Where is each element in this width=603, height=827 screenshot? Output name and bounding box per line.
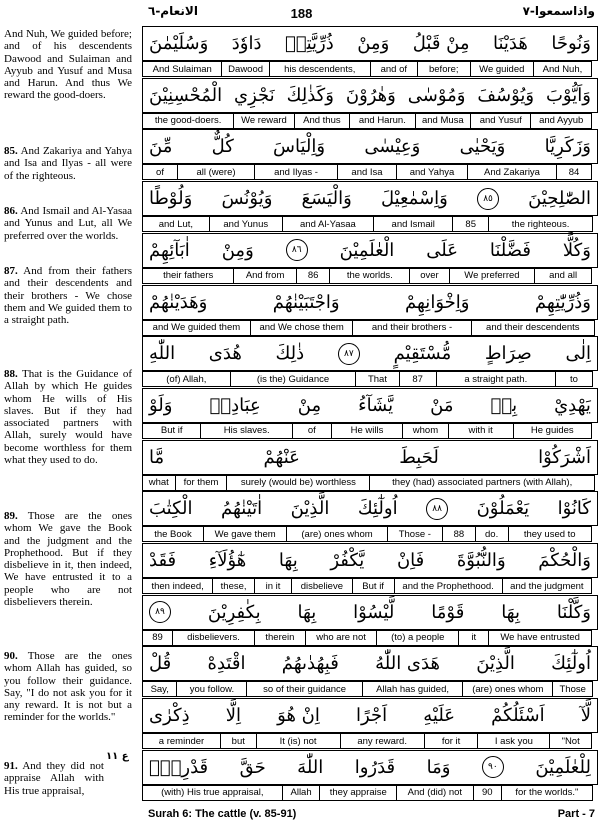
arabic-word: يَهْدِيْ [554,394,591,416]
english-gloss-line [142,61,598,77]
arabic-word: وَذُرِّيّٰتِهِمْ [534,291,591,313]
gloss-verse-number: 84 [556,164,592,180]
arabic-line [142,388,598,423]
gloss-cell: His slaves. [200,423,293,439]
gloss-cell: disbelievers. [172,630,255,646]
english-gloss-line [142,268,598,284]
ayah-number-mark: ٩٠ [482,756,504,778]
arabic-word: ذِكْرٰى [149,705,190,727]
arabic-word: فَقَدْ [149,550,177,571]
arabic-word: الْكِتٰبَ [149,498,193,520]
english-gloss-line [142,681,598,697]
arabic-word: الصّٰلِحِيْنَ [528,188,591,210]
gloss-cell: He wills [331,423,404,439]
gloss-cell: the good-doers. [142,113,234,129]
gloss-cell: it [458,630,489,646]
arabic-line [142,543,598,578]
gloss-cell: We have entrusted [488,630,592,646]
arabic-word: وَمَا [426,756,451,778]
arabic-line [142,336,598,371]
arabic-word: اُولٰٓئِكَ [551,653,591,675]
gloss-cell: But if [142,423,201,439]
gloss-cell: to [555,371,593,387]
gloss-cell: do. [475,526,509,542]
english-gloss-line [142,113,598,129]
arabic-word: مَّا [149,446,165,468]
gloss-cell: And (did) not [396,785,474,801]
translation-verse-88: 88. That is the Guidance of Allah by which He guides whom He wills of His slaves. But if they had associated partners with Allah, surely would have become worthless for them what they used to do. [4,368,132,467]
arabic-line [142,233,598,268]
arabic-word: يَّكْفُرْ [330,550,365,571]
arabic-word: اِلَّا [225,705,242,727]
ayah-number-mark: ٨٩ [149,601,171,623]
arabic-line [142,78,598,113]
arabic-line [142,26,598,61]
translation-verse-91: 91. And they did not appraise Allah with His true appraisal, [4,760,104,797]
arabic-word: بِكٰفِرِيْنَ [207,601,261,623]
arabic-word: وَيُوْنُسَ [221,188,273,210]
arabic-word: وَالْيَسَعَ [301,188,352,210]
arabic-word: لَّيْسُوْا [353,601,395,623]
arabic-line [142,440,598,475]
arabic-word: اقْتَدِهْ [207,653,246,675]
gloss-cell: whom [402,423,448,439]
gloss-cell: And Nuh, [533,61,592,77]
arabic-line [142,129,598,164]
gloss-cell: Those - [387,526,443,542]
juz-name-right: واذاسمعوا-٧ [522,4,595,18]
gloss-cell: "Not [549,733,592,749]
arabic-word: وَهٰرُوْنَ [345,84,396,106]
ayah-number-mark: ٨٦ [286,239,308,261]
gloss-cell: a straight path. [436,371,556,387]
gloss-cell: and We chose them [250,320,354,336]
gloss-cell: and of [370,61,418,77]
arabic-word: اللّٰهَ [297,756,324,778]
arabic-line [142,181,598,216]
gloss-verse-number: 85 [452,216,489,232]
gloss-cell: disbelieve [291,578,353,594]
english-gloss-line [142,785,598,801]
gloss-cell: We gave them [203,526,287,542]
english-gloss-line [142,733,598,749]
arabic-word: وَاجْتَبَيْنٰهُمْ [272,291,340,313]
arabic-word: لِلْعٰلَمِيْنَ [535,756,591,778]
english-gloss-line [142,526,598,542]
gloss-cell: and Yahya [396,164,468,180]
arabic-word: نَجْزِي [234,84,275,106]
arabic-word: اللّٰهِ [149,343,176,365]
footer-part: Part - 7 [557,808,595,820]
arabic-word: هٰٓؤُلَآءِ [208,550,247,571]
gloss-verse-number: 90 [473,785,502,801]
arabic-word: اَسْئَلُكُمْ [491,705,545,727]
gloss-cell: for it [424,733,479,749]
arabic-word: حَقَّ [239,756,266,778]
arabic-word: اِنْ هُوَ [277,705,320,727]
gloss-cell: a reminder [142,733,221,749]
arabic-word: لَحَبِطَ [399,446,439,468]
gloss-cell: with it [448,423,514,439]
gloss-cell: and all [534,268,592,284]
gloss-cell: all (were) [177,164,255,180]
english-gloss-line [142,423,598,439]
gloss-cell: and Ilyas - [254,164,338,180]
gloss-cell: the worlds. [329,268,410,284]
english-gloss-line [142,164,598,180]
gloss-cell: But if [352,578,395,594]
ayah-number-mark: ٨٥ [477,188,499,210]
gloss-cell: (to) a people [376,630,459,646]
gloss-cell: in it [254,578,292,594]
gloss-cell: and Ismail [373,216,453,232]
arabic-word: وَمِنْ [357,33,390,54]
translation-verse-87: 87. And from their fathers and their descendents and their brothers - We chose them and We guided them to a straight path. [4,265,132,327]
arabic-word: صِرَاطٍ [484,343,532,365]
arabic-word: وَاَيُّوْبَ [545,84,591,106]
gloss-cell: the righteous. [488,216,593,232]
gloss-cell: And Sulaiman [142,61,222,77]
word-by-word-grid [142,26,598,802]
arabic-word: ذٰلِكَ [275,343,305,365]
arabic-word: وَكُلًّا [562,239,591,261]
arabic-word: عَنْهُمْ [263,446,300,468]
arabic-word: اُولٰٓئِكَ [357,498,398,520]
arabic-word: وَالْحُكْمَ [538,550,591,571]
gloss-cell: It (is) not [256,733,341,749]
gloss-cell: I ask you [477,733,550,749]
gloss-cell: and Al-Yasaa [282,216,374,232]
english-gloss-line [142,320,598,336]
arabic-word: وَسُلَيْمٰنَ [149,33,209,54]
arabic-word: وَاِسْمٰعِيْلَ [380,188,448,210]
arabic-word: قَدَرُوا [354,756,396,778]
gloss-cell: and their descendents [471,320,595,336]
arabic-word: وَلَوْ [149,394,173,416]
arabic-word: وَكَذٰلِكَ [286,84,334,106]
arabic-word: قُلْ [149,653,172,675]
arabic-word: كُلٌّ [211,136,234,158]
gloss-cell: and We guided them [142,320,251,336]
gloss-cell: of [142,164,178,180]
gloss-cell: and Isa [337,164,397,180]
gloss-cell: his descendents, [269,61,371,77]
translation-verse-89: 89. Those are the ones whom We gave the Book and the judgment and the Prophethood. But if they disbelieve in it, then indeed, We have entrusted it to a people who are not disbelievers therein. [4,510,132,609]
arabic-word: عِبَادِهٖ [209,394,261,416]
arabic-line [142,491,598,526]
gloss-cell: who are not [305,630,378,646]
arabic-word: عَلَيْهِ [423,705,456,727]
gloss-cell: and the judgment [502,578,592,594]
arabic-word: وَمِنْ [221,239,254,261]
gloss-cell: We guided [470,61,534,77]
arabic-word: مِنْ قَبْلُ [412,33,470,54]
gloss-cell: the Book [142,526,204,542]
gloss-cell: and the Prophethood. [394,578,503,594]
gloss-cell: their fathers [142,268,234,284]
arabic-word: وَهَدَيْنٰهُمْ [149,291,208,313]
arabic-word: دَاوٗدَ [231,33,262,54]
arabic-word: اٰتَيْنٰهُمُ [221,498,263,520]
arabic-word: لَّآ [580,705,591,727]
arabic-line [142,646,598,681]
ayah-number-mark: ٨٨ [426,498,448,520]
footer-surah-info: Surah 6: The cattle (v. 85-91) [148,808,297,820]
arabic-word: فَاِنْ [396,550,425,571]
arabic-word: هَدَى اللّٰهُ [375,653,440,675]
arabic-word: وَكَّلْنَا [556,601,591,623]
gloss-cell: and Lut, [142,216,210,232]
arabic-word: مَنْ [430,394,454,416]
ruku-mark: ع ١١ [106,751,129,762]
arabic-word: اِلٰى [565,343,591,365]
gloss-verse-number: 86 [296,268,331,284]
arabic-line [142,595,598,630]
arabic-word: مِّنَ [149,136,173,158]
english-gloss-line [142,630,598,646]
arabic-word: يَّشَآءُ [358,394,394,416]
arabic-word: بِهَا [278,550,298,571]
gloss-cell: Those [552,681,593,697]
arabic-word: وَاِخْوَانِهِمْ [405,291,470,313]
arabic-word: وَنُوحًا [551,33,591,54]
gloss-cell: (with) His true appraisal, [142,785,283,801]
gloss-cell: We reward [233,113,294,129]
gloss-cell: and Yunus [209,216,283,232]
arabic-word: بِهٖ [490,394,518,416]
gloss-cell: of [292,423,332,439]
gloss-cell: for them [175,475,228,491]
gloss-cell: Dawood [221,61,269,77]
arabic-line [142,698,598,733]
gloss-cell: before; [417,61,471,77]
arabic-word: مُّسْتَقِيْمٍ [393,343,452,365]
gloss-cell: He guides [513,423,592,439]
arabic-line [142,285,598,320]
gloss-verse-number: 87 [399,371,437,387]
arabic-word: قَدْرِهٖٓ [149,756,209,778]
gloss-cell: for the worlds." [501,785,593,801]
gloss-cell: and Ayyub [530,113,591,129]
english-gloss-line [142,216,598,232]
arabic-word: اَجْرًا [356,705,388,727]
arabic-word: ذُرِّيَّتِهٖ [284,33,334,54]
ayah-number-mark: ٨٧ [338,343,360,365]
gloss-cell: Allah [282,785,321,801]
arabic-word: عَلَى [426,239,458,261]
gloss-cell: Allah has guided, [362,681,463,697]
gloss-cell: over [409,268,449,284]
arabic-word: اٰبَآئِهِمْ [149,239,190,261]
gloss-cell: they (had) associated partners (with Allah), [369,475,595,491]
gloss-cell: And from [233,268,296,284]
gloss-cell: That [355,371,399,387]
arabic-word: وَلُوْطًا [149,188,193,210]
arabic-word: فَضَّلْنَا [489,239,531,261]
gloss-cell: And Zakariya [467,164,557,180]
gloss-cell: what [142,475,176,491]
arabic-word: الَّذِيْنَ [290,498,330,520]
arabic-word: وَزَكَرِيَّا [544,136,591,158]
arabic-word: وَيَحْيٰى [459,136,506,158]
gloss-cell: these, [212,578,255,594]
arabic-word: وَعِيْسٰى [364,136,421,158]
gloss-cell: but [220,733,256,749]
surah-name-left: الانعام-٦ [148,4,198,18]
arabic-word: بِهَا [297,601,317,623]
gloss-cell: (of) Allah, [142,371,231,387]
gloss-cell: surely (would be) worthless [226,475,370,491]
arabic-word: يَعْمَلُوْنَ [476,498,530,520]
translation-verse-84: And Nuh, We guided before; and of his descendents Dawood and Sulaiman and Ayyub and Yusuf and Musa and Harun. And thus We reward the good-doers. [4,28,132,102]
english-gloss-line [142,371,598,387]
arabic-word: هُدَى [208,343,242,365]
gloss-cell: And thus [294,113,350,129]
arabic-word: وَاِلْيَاسَ [273,136,326,158]
arabic-word: وَمُوْسٰى [407,84,466,106]
english-gloss-line [142,578,598,594]
translation-verse-86: 86. And Ismail and Al-Yasaa and Yunus and Lut, all We preferred over the worlds. [4,205,132,242]
arabic-word: وَالنُّبُوَّةَ [456,550,506,571]
arabic-word: بِهَا [501,601,520,623]
arabic-word: الْمُحْسِنِيْنَ [149,84,223,106]
gloss-cell: you follow. [176,681,247,697]
gloss-cell: and their brothers - [352,320,471,336]
gloss-cell: and Yusuf [470,113,531,129]
gloss-cell: Say, [142,681,177,697]
gloss-cell: they used to [508,526,592,542]
arabic-word: اَشْرَكُوْا [538,446,591,468]
gloss-cell: and Musa [415,113,471,129]
gloss-cell: so of their guidance [246,681,363,697]
gloss-cell: (are) ones whom [462,681,553,697]
gloss-cell: and Harun. [349,113,416,129]
gloss-cell: We preferred [449,268,536,284]
gloss-cell: any reward. [340,733,425,749]
gloss-cell: then indeed, [142,578,213,594]
gloss-cell: therein [254,630,306,646]
arabic-word: كَانُوْا [557,498,591,520]
gloss-verse-number: 89 [142,630,173,646]
gloss-cell: they appraise [319,785,397,801]
arabic-word: قَوْمًا [431,601,465,623]
gloss-cell: (is the) Guidance [230,371,357,387]
translation-verse-90: 90. Those are the ones whom Allah has guided, so you follow their guidance. Say, "I do not ask you for it any reward. It is not but a reminder for the worlds." [4,650,132,724]
translation-verse-85: 85. And Zakariya and Yahya and Isa and Ilyas - all were of the righteous. [4,145,132,182]
page-number: 188 [290,6,313,21]
arabic-word: وَيُوْسُفَ [477,84,535,106]
arabic-word: مِنْ [297,394,322,416]
gloss-cell: (are) ones whom [286,526,387,542]
arabic-word: الْعٰلَمِيْنَ [339,239,395,261]
arabic-word: الَّذِيْنَ [476,653,515,675]
english-gloss-line [142,475,598,491]
arabic-word: فَبِهُدٰىهُمُ [281,653,339,675]
gloss-verse-number: 88 [442,526,476,542]
arabic-word: هَدَيْنَا [492,33,528,54]
arabic-line [142,750,598,785]
